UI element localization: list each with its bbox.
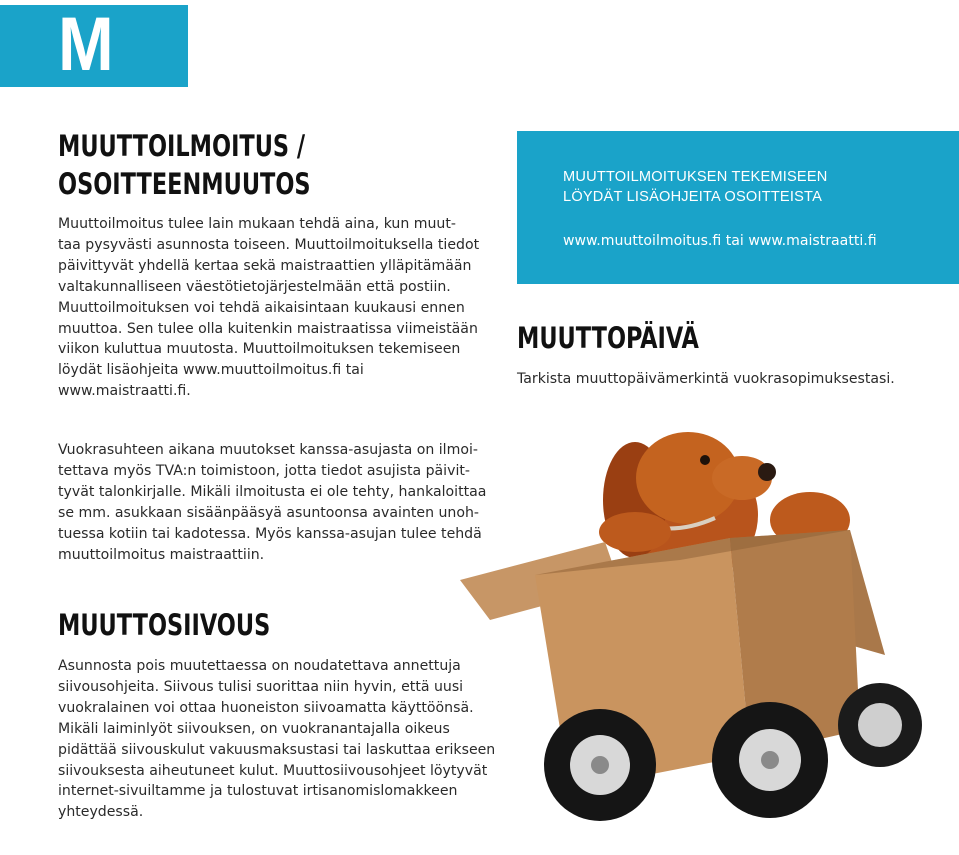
muuttosiivous-title: MUUTTOSIIVOUS — [58, 608, 271, 642]
text-line: siivousohjeita. Siivous tulisi suorittaa niin hyvin, että uusi — [58, 678, 464, 695]
text-line: tuessa kotiin tai kadotessa. Myös kanssa-asujan tulee tehdä — [58, 525, 482, 542]
text-line: internet-sivuiltamme ja tulostuvat irtisanomislomakkeen — [58, 783, 458, 800]
dog-eye — [700, 455, 710, 465]
info-box-heading-line: MUUTTOILMOITUKSEN TEKEMISEEN — [563, 169, 828, 185]
muuttoilmoitus-paragraph-1 — [58, 214, 479, 402]
text-line: tettava myös TVA:n toimistoon, jotta tiedot asujista päivit- — [58, 462, 470, 479]
dog-paw-left — [599, 512, 671, 552]
muuttoilmoitus-title-line-2: OSOITTEENMUUTOS — [58, 167, 311, 201]
muuttoilmoitus-paragraph-2 — [58, 440, 486, 565]
wheel-front-right — [712, 702, 828, 818]
text-line: löydät lisäohjeita www.muuttoilmoitus.fi tai — [58, 362, 364, 379]
muuttoilmoitus-title-line-1: MUUTTOILMOITUS / — [58, 129, 306, 163]
text-line: viikon kuluttua muutosta. Muuttoilmoituksen tekemiseen — [58, 341, 461, 358]
wheel-back-right — [838, 683, 922, 767]
section-letter-box — [0, 2, 188, 87]
text-line: Muuttoilmoitus tulee lain mukaan tehdä aina, kun muut- — [58, 216, 456, 232]
text-line: Mikäli laiminlyöt siivouksen, on vuokranantajalla oikeus — [58, 720, 450, 737]
text-line: vuokralainen voi ottaa huoneiston siivoamatta käyttöönsä. — [58, 699, 474, 716]
text-line: siivouksesta aiheutuneet kulut. Muuttosiivousohjeet löytyvät — [58, 762, 488, 779]
text-line: Vuokrasuhteen aikana muutokset kanssa-asujasta on ilmoi- — [58, 442, 478, 458]
text-line: Muuttoilmoituksen voi tehdä aikaisintaan kuukausi ennen — [58, 299, 465, 316]
text-line: Asunnosta pois muutettaessa on noudatettava annettuja — [58, 658, 461, 674]
text-line: se mm. asukkaan sisäänpääsyä asuntoonsa avainten unoh- — [58, 504, 479, 521]
text-line: tyvät talonkirjalle. Mikäli ilmoitusta ei ole tehty, hankaloittaa — [58, 483, 487, 500]
muuttopaiva-title: MUUTTOPÄIVÄ — [517, 321, 699, 355]
text-line: muuttoilmoitus maistraattiin. — [58, 546, 265, 563]
text-line: muuttoa. Sen tulee olla kuitenkin maistraatissa viimeistään — [58, 320, 478, 337]
muuttopaiva-text: Tarkista muuttopäivämerkintä vuokrasopimuksestasi. — [517, 371, 895, 387]
text-line: päivittyvät yhdellä kertaa sekä maistraattien ylläpitämään — [58, 257, 472, 274]
text-line: yhteydessä. — [58, 804, 144, 821]
section-letter: M — [58, 2, 112, 87]
text-line: pidättää siivouskulut vakuusmaksustasi tai laskuttaa erikseen — [58, 741, 496, 758]
dog-nose — [758, 463, 776, 481]
text-line: taa pysyvästi asunnosta toiseen. Muuttoilmoituksella tiedot — [58, 236, 480, 253]
info-box-heading — [563, 167, 828, 207]
info-box-links: www.muuttoilmoitus.fi tai www.maistraatti.fi — [563, 233, 877, 249]
dog-in-box-illustration — [430, 420, 959, 855]
wheel-front-left — [544, 709, 656, 821]
info-box — [517, 131, 959, 284]
info-box-heading-line: LÖYDÄT LISÄOHJEITA OSOITTEISTA — [563, 189, 823, 205]
text-line: www.maistraatti.fi. — [58, 383, 191, 400]
text-line: valtakunnalliseen väestötietojärjestelmään että postiin. — [58, 278, 451, 295]
